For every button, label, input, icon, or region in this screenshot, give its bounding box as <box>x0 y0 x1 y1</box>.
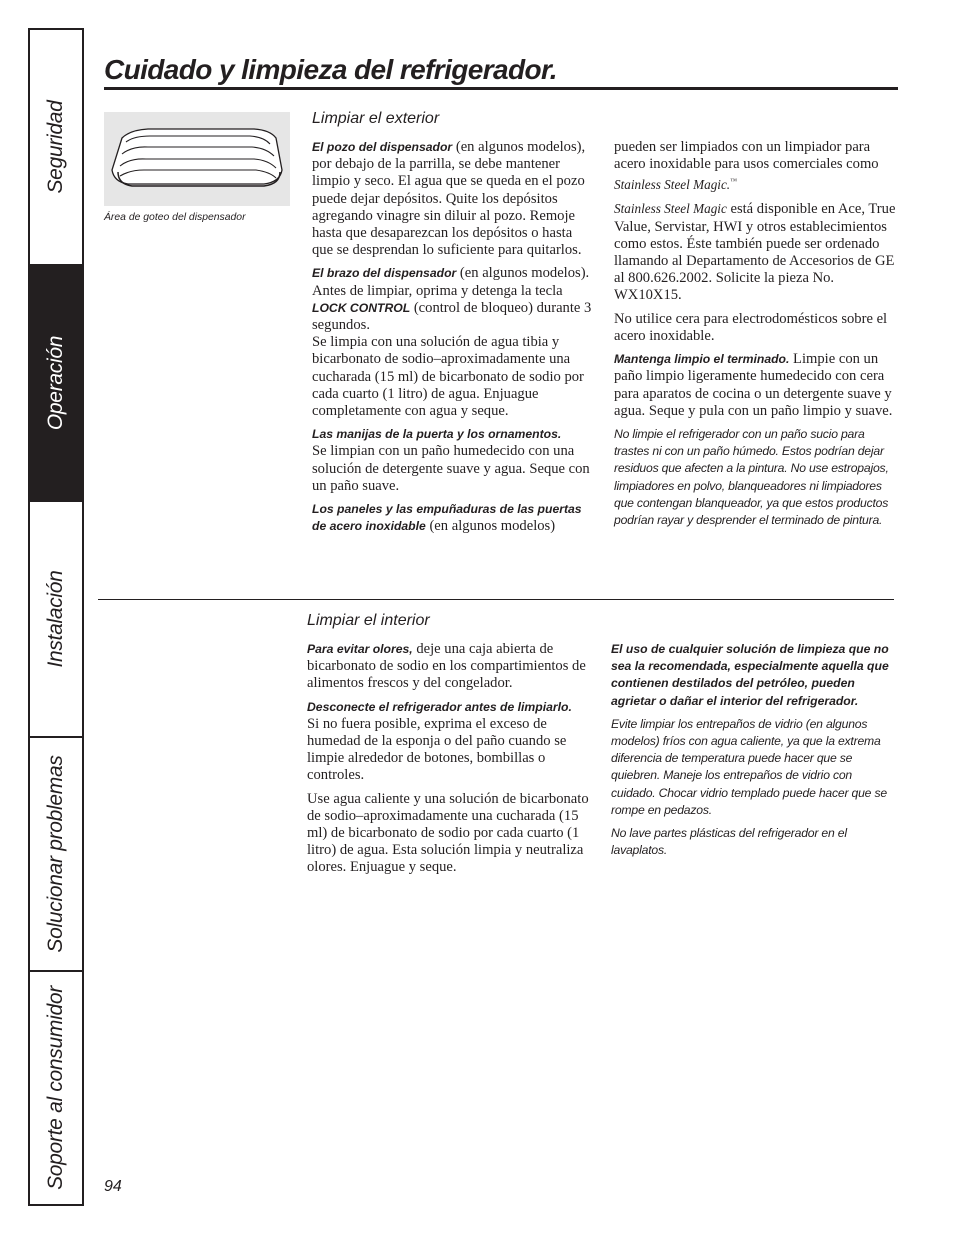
body-text: deje una caja abierta de bicarbonato de sodio en los compartimientos de alimentos frescos y del congelador. <box>307 641 586 692</box>
section-divider <box>98 599 894 600</box>
body-text: (control de bloqueo) durante 3 segundos. <box>312 299 592 334</box>
trademark-symbol: ™ <box>730 177 737 186</box>
drip-area-illustration <box>104 112 290 206</box>
tab-operacion[interactable] <box>30 266 82 502</box>
paragraph-warm-water: Use agua caliente y una solución de bicarbonato de sodio–aproximadamente una cucharada (15 ml) de bicarbonato de sodio por cada cuarto (1 litro) de agua. Esta solución limpia y neutraliza olores. Enjuague y seque. <box>307 790 589 876</box>
paragraph-stainless-panels <box>312 501 594 535</box>
tab-label: Soporte al consumidor <box>44 986 67 1190</box>
tab-soporte-al-consumidor[interactable] <box>30 972 82 1204</box>
body-text: (en algunos modelos). Antes de limpiar, oprima y detenga la tecla <box>312 265 590 299</box>
lead-in: Desconecte el refrigerador antes de limpiarlo. <box>307 699 572 714</box>
brand-name: Stainless Steel Magic. <box>614 177 731 193</box>
exterior-left-column <box>312 139 594 535</box>
tab-label: Instalación <box>44 570 67 668</box>
lead-in: Las manijas de la puerta y los ornamentos. <box>312 427 562 442</box>
tab-solucionar-problemas[interactable] <box>30 738 82 972</box>
page-number: 94 <box>104 1178 122 1195</box>
paragraph-availability <box>614 200 898 304</box>
interior-left-column <box>307 641 597 883</box>
title-rule <box>104 87 898 90</box>
body-text: Si no fuera posible, exprima el exceso de humedad de la esponja o del paño cuando se limpie alrededor de botones, bombillas o controles. <box>307 715 567 784</box>
section-heading-exterior: Limpiar el exterior <box>312 110 440 127</box>
glass-shelves-note: Evite limpiar los entrepaños de vidrio (en algunos modelos) fríos con agua caliente, ya que la extrema diferencia de temperatura puede hacer que se quiebren. Maneje los entrepaños de vidrio con cuidado. Chocar vidrio templado puede hacer que se rompe en pedazos. <box>611 716 887 817</box>
paragraph-finish <box>614 351 898 420</box>
interior-right-column <box>611 641 897 859</box>
paragraph-dispenser-arm-cleaning: Se limpia con una solución de agua tibia y bicarbonato de sodio–aproximadamente una cucharada (15 ml) de bicarbonato de sodio por cada cuarto (1 litro) de agua. Enjuague completamente con agua y seque. <box>312 334 584 420</box>
body-text: (en algunos modelos) <box>425 518 556 535</box>
lead-in: El pozo del dispensador <box>312 140 453 154</box>
paragraph-odors <box>307 641 597 693</box>
page-title: Cuidado y limpieza del refrigerador. <box>104 54 557 85</box>
lead-in: Los paneles y las empuñaduras de las puertas de acero inoxidable <box>312 502 582 534</box>
tab-instalacion[interactable] <box>30 502 82 738</box>
brand-name: Stainless Steel Magic <box>614 201 727 217</box>
tab-label: Solucionar problemas <box>44 755 67 953</box>
dishwasher-note: No lave partes plásticas del refrigerador en el lavaplatos. <box>611 826 847 858</box>
lead-in: Mantenga limpio el terminado. <box>614 352 790 367</box>
paint-care-note: No limpie el refrigerador con un paño sucio para trastes ni con un paño húmedo. Estos podrían dejar residuos que afecten a la pintura. No use estropajos, limpiadores en polvo, blanqueadores ni limpiadores que contengan blanqueador, ya que estos productos podrían rayar y desprender el terminado de pintura. <box>614 426 889 527</box>
tab-label: Seguridad <box>44 100 67 194</box>
tab-label: Operación <box>44 335 67 431</box>
body-text: está disponible en Ace, True Value, Servistar, HWI y otros establecimientos como estos. Éste también puede ser ordenado llamando al Departamento de Accesorios de GE al 800.626.2002. Solicite la pieza No. WX10X15. <box>614 201 896 304</box>
paragraph-dispenser-arm <box>312 265 594 334</box>
lead-in: Para evitar olores, <box>307 642 413 656</box>
lead-in: El brazo del dispensador <box>312 266 457 281</box>
body-text: (en algunos modelos), por debajo de la parrilla, se debe mantener limpio y seco. El agua que se queda en el pozo puede dejar depósitos. Quite los depósitos agregando vinagre sin diluir al pozo. Remoje hasta que desaparezcan los depósitos o hasta que se desprendan lo suficiente para quitarlos. <box>312 139 586 259</box>
paragraph-no-wax: No utilice cera para electrodomésticos sobre el acero inoxidable. <box>614 310 888 344</box>
section-tab-bar <box>28 28 84 1206</box>
paragraph-stainless-cleaner <box>614 139 898 194</box>
petroleum-warning: El uso de cualquier solución de limpieza que no sea la recomendada, especialmente aquella que contienen destilados del petróleo, pueden agrietar o dañar el interior del refrigerador. <box>611 642 889 708</box>
exterior-right-column <box>614 139 898 529</box>
paragraph-dispenser-well <box>312 139 594 259</box>
tab-seguridad[interactable] <box>30 30 82 266</box>
body-text: Se limpian con un paño humedecido con una solución de detergente suave y agua. Seque con un paño suave. <box>312 443 590 494</box>
body-text: Limpie con un paño limpio ligeramente humedecido con cera para aparatos de cocina o un detergente suave y agua. Seque y pula con un paño limpio y suave. <box>614 351 893 419</box>
body-text: pueden ser limpiados con un limpiador para acero inoxidable para usos comerciales como <box>614 139 879 173</box>
paragraph-door-handles <box>312 426 594 495</box>
lock-control-key: LOCK CONTROL <box>312 300 411 315</box>
figure-caption: Área de goteo del dispensador <box>104 212 246 223</box>
section-heading-interior: Limpiar el interior <box>307 612 430 629</box>
dispenser-drip-tray-icon <box>104 112 290 206</box>
paragraph-unplug <box>307 699 597 785</box>
